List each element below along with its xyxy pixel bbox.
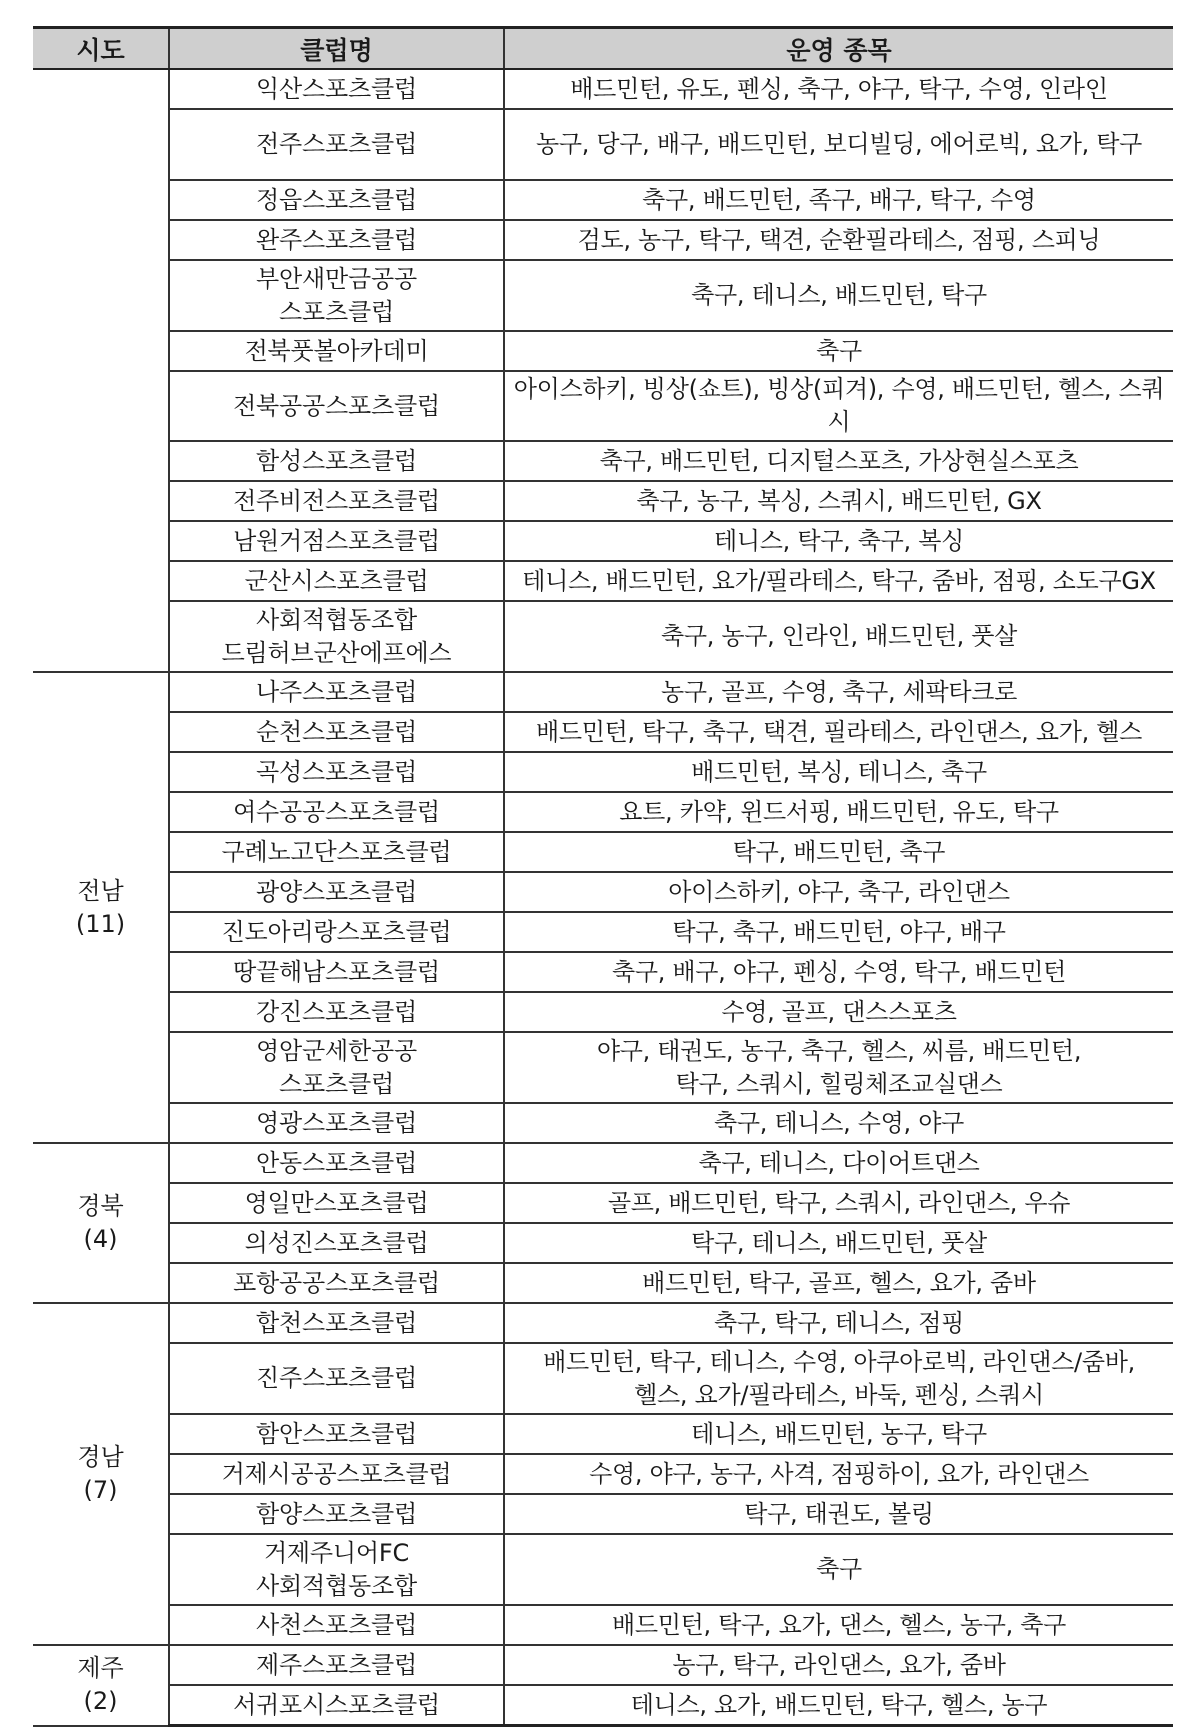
club-name-cell [169, 331, 504, 371]
table-row [33, 1494, 1173, 1534]
sports-line: 배드민턴, 탁구, 축구, 택견, 필라테스, 라인댄스, 요가, 헬스 [535, 717, 1143, 746]
table-row [33, 1534, 1173, 1605]
sports-cell [504, 1223, 1173, 1263]
sports-cell [504, 992, 1173, 1032]
sports-line: 농구, 탁구, 라인댄스, 요가, 줌바 [672, 1650, 1006, 1679]
sports-line: 수영, 골프, 댄스스포츠 [721, 997, 957, 1026]
club-name-line: 군산시스포츠클럽 [244, 566, 429, 595]
sports-line: 탁구, 배드민턴, 축구 [732, 837, 946, 866]
sports-line: 축구, 탁구, 테니스, 점핑 [714, 1308, 964, 1337]
club-name-cell [169, 1454, 504, 1494]
club-name-cell [169, 832, 504, 872]
club-name-line: 함안스포츠클럽 [256, 1419, 417, 1448]
region-count: (7) [83, 1476, 118, 1504]
sports-line: 배드민턴, 탁구, 요가, 댄스, 헬스, 농구, 축구 [611, 1610, 1067, 1639]
sports-cell [504, 331, 1173, 371]
club-name-line: 정읍스포츠클럽 [256, 185, 417, 214]
sports-cell [504, 1303, 1173, 1343]
club-name-line: 드림허브군산에프에스 [221, 638, 452, 667]
sports-line: 헬스, 요가/필라테스, 바둑, 펜싱, 스쿼시 [634, 1380, 1044, 1409]
club-name-line: 함양스포츠클럽 [256, 1499, 417, 1528]
sports-line: 배드민턴, 탁구, 골프, 헬스, 요가, 줌바 [642, 1268, 1036, 1297]
club-name-line: 사천스포츠클럽 [256, 1610, 417, 1639]
club-name-line: 제주스포츠클럽 [256, 1650, 417, 1679]
sports-cell [504, 1494, 1173, 1534]
club-name-line: 전주스포츠클럽 [256, 130, 417, 158]
sports-line: 축구 [816, 336, 862, 365]
sports-cell [504, 912, 1173, 952]
sports-line: 테니스, 요가, 배드민턴, 탁구, 헬스, 농구 [630, 1690, 1048, 1719]
table-row [33, 521, 1173, 561]
table-row [33, 561, 1173, 601]
sports-cell [504, 1103, 1173, 1143]
table-row [33, 952, 1173, 992]
sports-line: 배드민턴, 복싱, 테니스, 축구 [691, 757, 987, 786]
club-name-line: 스포츠클럽 [279, 297, 394, 326]
club-name-line: 전북풋볼아카데미 [244, 336, 429, 365]
club-name-line: 사회적협동조합 [256, 605, 417, 634]
sports-line: 아이스하키, 야구, 축구, 라인댄스 [668, 877, 1010, 906]
region-cell [33, 672, 169, 1143]
sports-cell [504, 1685, 1173, 1726]
club-name-line: 전북공공스포츠클럽 [233, 391, 440, 420]
club-name-cell [169, 672, 504, 712]
sports-line: 축구, 배구, 야구, 펜싱, 수영, 탁구, 배드민턴 [611, 957, 1067, 986]
club-name-cell [169, 1143, 504, 1183]
club-name-cell [169, 712, 504, 752]
region-name: 전남 [77, 876, 124, 905]
club-name-cell [169, 371, 504, 441]
club-name-cell [169, 180, 504, 220]
sports-cell [504, 1263, 1173, 1303]
club-name-cell [169, 1103, 504, 1143]
sports-cell [504, 832, 1173, 872]
club-name-line: 곡성스포츠클럽 [256, 757, 417, 786]
sports-line: 배드민턴, 탁구, 테니스, 수영, 아쿠아로빅, 라인댄스/줌바, [543, 1347, 1135, 1376]
sports-line: 테니스, 배드민턴, 농구, 탁구 [691, 1419, 987, 1448]
club-name-cell [169, 1223, 504, 1263]
sports-line: 탁구, 축구, 배드민턴, 야구, 배구 [672, 917, 1006, 946]
table-row [33, 1143, 1173, 1183]
region-count: (2) [83, 1687, 118, 1716]
club-name-line: 의성진스포츠클럽 [244, 1228, 429, 1257]
sports-cell [504, 601, 1173, 672]
table-row [33, 672, 1173, 712]
sports-cell [504, 1605, 1173, 1645]
sports-cell [504, 752, 1173, 792]
sports-line: 아이스하키, 빙상(쇼트), 빙상(피겨), 수영, 배드민턴, 헬스, 스쿼시 [513, 375, 1165, 436]
sports-cell [504, 69, 1173, 109]
region-cell [33, 1143, 169, 1303]
club-name-line: 부안새만금공공 [256, 264, 417, 293]
table-row [33, 1605, 1173, 1645]
club-name-cell [169, 481, 504, 521]
sports-cell [504, 521, 1173, 561]
table-row [33, 1032, 1173, 1103]
table-row [33, 832, 1173, 872]
club-name-cell [169, 1685, 504, 1726]
table-row [33, 220, 1173, 260]
table-row [33, 180, 1173, 220]
table-row [33, 331, 1173, 371]
club-name-cell [169, 992, 504, 1032]
club-name-line: 서귀포시스포츠클럽 [233, 1690, 440, 1719]
club-name-line: 사회적협동조합 [256, 1571, 417, 1600]
sports-line: 축구, 농구, 인라인, 배드민턴, 풋살 [660, 622, 1018, 650]
table-row [33, 109, 1173, 180]
region-count: (4) [83, 1225, 118, 1253]
club-name-cell [169, 1605, 504, 1645]
region-count: (11) [75, 909, 126, 938]
sports-line: 축구 [816, 1555, 862, 1583]
sports-line: 탁구, 태권도, 볼링 [744, 1499, 934, 1528]
table-row [33, 69, 1173, 109]
club-name-line: 영암군세한공공 [256, 1036, 417, 1065]
sports-line: 농구, 골프, 수영, 축구, 세팍타크로 [660, 677, 1018, 706]
sports-cell [504, 260, 1173, 331]
table-row [33, 912, 1173, 952]
table-body [33, 69, 1173, 1726]
sports-cell [504, 1183, 1173, 1223]
table-row [33, 1645, 1173, 1685]
club-name-line: 거제시공공스포츠클럽 [221, 1459, 452, 1488]
sports-line: 배드민턴, 유도, 펜싱, 축구, 야구, 탁구, 수영, 인라인 [570, 74, 1108, 103]
sports-cell [504, 180, 1173, 220]
table-row [33, 441, 1173, 481]
table-row [33, 992, 1173, 1032]
sports-line: 축구, 테니스, 다이어트댄스 [698, 1148, 980, 1177]
header-club-name: 클럽명 [169, 28, 504, 70]
club-name-line: 강진스포츠클럽 [256, 997, 417, 1026]
club-name-cell [169, 912, 504, 952]
sports-line: 야구, 태권도, 농구, 축구, 헬스, 씨름, 배드민턴, [596, 1036, 1082, 1065]
sports-cell [504, 1414, 1173, 1454]
club-name-line: 전주비전스포츠클럽 [233, 486, 440, 515]
sports-cell [504, 952, 1173, 992]
sports-line: 검도, 농구, 탁구, 택견, 순환필라테스, 점핑, 스피닝 [577, 225, 1101, 254]
club-name-cell [169, 1263, 504, 1303]
table-row [33, 260, 1173, 331]
club-name-line: 완주스포츠클럽 [256, 225, 417, 254]
club-name-line: 안동스포츠클럽 [256, 1148, 417, 1177]
table-row [33, 792, 1173, 832]
club-name-cell [169, 872, 504, 912]
region-cell [33, 1303, 169, 1645]
table-row [33, 752, 1173, 792]
sports-cell [504, 872, 1173, 912]
sports-cell [504, 220, 1173, 260]
club-name-line: 영광스포츠클럽 [256, 1108, 417, 1137]
sports-cell [504, 109, 1173, 180]
table-row [33, 1343, 1173, 1414]
table-row [33, 371, 1173, 441]
table-row [33, 1303, 1173, 1343]
club-name-cell [169, 792, 504, 832]
sports-cell [504, 1645, 1173, 1685]
club-name-line: 구례노고단스포츠클럽 [221, 837, 452, 866]
club-name-line: 순천스포츠클럽 [256, 717, 417, 746]
table-row [33, 1685, 1173, 1726]
table-row [33, 1414, 1173, 1454]
club-name-cell [169, 109, 504, 180]
table-row [33, 601, 1173, 672]
sports-club-table [33, 26, 1173, 1727]
sports-cell [504, 792, 1173, 832]
club-name-line: 스포츠클럽 [279, 1069, 394, 1098]
club-name-cell [169, 260, 504, 331]
table-row [33, 1454, 1173, 1494]
sports-cell [504, 441, 1173, 481]
club-name-cell [169, 1494, 504, 1534]
sports-cell [504, 371, 1173, 441]
sports-cell [504, 712, 1173, 752]
club-name-cell [169, 561, 504, 601]
region-cell [33, 69, 169, 672]
club-name-cell [169, 1303, 504, 1343]
club-name-cell [169, 220, 504, 260]
table-row [33, 1223, 1173, 1263]
club-name-cell [169, 1183, 504, 1223]
club-name-line: 나주스포츠클럽 [256, 677, 417, 706]
sports-line: 농구, 당구, 배구, 배드민턴, 보디빌딩, 에어로빅, 요가, 탁구 [535, 130, 1143, 158]
sports-cell [504, 1032, 1173, 1103]
header-region: 시도 [33, 28, 169, 70]
club-name-cell [169, 441, 504, 481]
club-name-line: 여수공공스포츠클럽 [233, 797, 440, 826]
sports-line: 테니스, 배드민턴, 요가/필라테스, 탁구, 줌바, 점핑, 소도구GX [522, 566, 1156, 595]
table-row [33, 872, 1173, 912]
club-name-line: 땅끝해남스포츠클럽 [233, 957, 440, 986]
sports-line: 탁구, 테니스, 배드민턴, 풋살 [691, 1228, 987, 1257]
club-name-cell [169, 1534, 504, 1605]
sports-cell [504, 1343, 1173, 1414]
table-header-row [33, 28, 1173, 70]
club-name-cell [169, 1032, 504, 1103]
sports-cell [504, 672, 1173, 712]
club-name-line: 포항공공스포츠클럽 [233, 1268, 440, 1297]
sports-line: 탁구, 스쿼시, 힐링체조교실댄스 [675, 1069, 1003, 1098]
sports-line: 테니스, 탁구, 축구, 복싱 [714, 526, 964, 555]
club-name-line: 남원거점스포츠클럽 [233, 526, 440, 555]
sports-line: 수영, 야구, 농구, 사격, 점핑하이, 요가, 라인댄스 [589, 1459, 1089, 1488]
club-name-line: 진주스포츠클럽 [256, 1364, 417, 1392]
region-name: 제주 [77, 1654, 124, 1683]
club-name-cell [169, 1645, 504, 1685]
sports-line: 요트, 카약, 윈드서핑, 배드민턴, 유도, 탁구 [619, 797, 1059, 826]
club-name-cell [169, 601, 504, 672]
club-name-line: 영일만스포츠클럽 [244, 1188, 429, 1217]
region-name: 경북 [77, 1192, 124, 1220]
sports-line: 축구, 배드민턴, 디지털스포츠, 가상현실스포츠 [599, 446, 1079, 475]
region-cell [33, 1645, 169, 1726]
club-name-cell [169, 1414, 504, 1454]
club-name-cell [169, 69, 504, 109]
sports-cell [504, 481, 1173, 521]
club-name-line: 광양스포츠클럽 [256, 877, 417, 906]
table-row [33, 481, 1173, 521]
club-name-line: 거제주니어FC [263, 1538, 410, 1567]
table-row [33, 1103, 1173, 1143]
sports-cell [504, 561, 1173, 601]
club-name-cell [169, 1343, 504, 1414]
club-name-line: 합천스포츠클럽 [256, 1308, 417, 1337]
sports-line: 축구, 농구, 복싱, 스쿼시, 배드민턴, GX [636, 486, 1042, 515]
table-row [33, 1183, 1173, 1223]
sports-line: 축구, 테니스, 배드민턴, 탁구 [691, 281, 987, 309]
club-name-line: 진도아리랑스포츠클럽 [221, 917, 452, 946]
table-row [33, 712, 1173, 752]
sports-cell [504, 1534, 1173, 1605]
club-name-line: 익산스포츠클럽 [256, 74, 417, 103]
header-sports: 운영 종목 [504, 28, 1173, 70]
table-row [33, 1263, 1173, 1303]
sports-line: 축구, 배드민턴, 족구, 배구, 탁구, 수영 [642, 185, 1036, 214]
club-name-cell [169, 952, 504, 992]
sports-line: 축구, 테니스, 수영, 야구 [714, 1108, 964, 1137]
sports-cell [504, 1454, 1173, 1494]
club-name-cell [169, 521, 504, 561]
sports-line: 골프, 배드민턴, 탁구, 스쿼시, 라인댄스, 우슈 [607, 1188, 1071, 1217]
club-name-cell [169, 752, 504, 792]
club-name-line: 함성스포츠클럽 [256, 446, 417, 475]
region-name: 경남 [77, 1443, 124, 1471]
sports-cell [504, 1143, 1173, 1183]
